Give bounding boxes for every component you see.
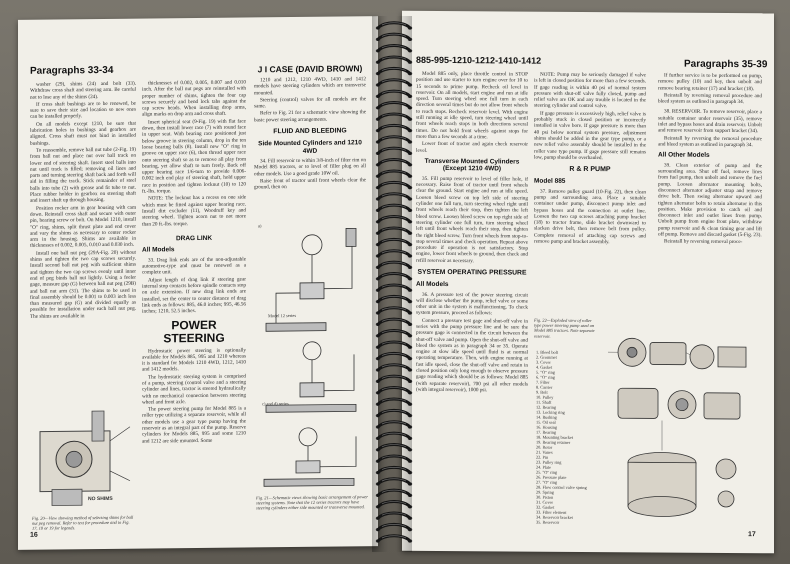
model-885-heading: Model 885	[534, 177, 566, 185]
paragraph: Model 885 only, place throttle control in STOP position and use starter to turn engine over for 10 to 15 seconds to prime pump. Recheck oil level in reservoir. On all models, start engine and run at idle speed. Turn steering wheel one full turn in each direction several times but do not allow front wheels to reach stops. Recheck reservoir level. With engine still running at idle speed, turn steering wheel until front wheels reach stops in both directions several times. Do not hold front wheels against stops for more than a few seconds at a time.	[416, 70, 528, 141]
left-col-2	[142, 79, 246, 445]
parts-list-item: 19. Bearing retainer	[536, 439, 571, 445]
parts-list-item: 29. Spring	[536, 489, 554, 495]
paragraph: washer (29), shims (24) and bolt (33). Withdraw cross shaft and steering arm. Be careful not to lose any of the shims (24).	[30, 80, 136, 101]
spiral-coil	[376, 80, 412, 87]
fig-20-label: NO SHIMS	[88, 495, 113, 503]
spiral-coil	[376, 536, 412, 543]
spiral-coil	[376, 68, 412, 75]
spiral-coil	[376, 422, 412, 429]
parts-list-item: 5. "O" ring	[536, 369, 555, 375]
spiral-coil	[376, 365, 412, 372]
parts-list-item: 26. Pressure plate	[536, 474, 567, 480]
spiral-coil	[376, 524, 412, 531]
paragraph: 34. Fill reservoir to within 3/8-inch of filter rim on Model 885 tractors, or to level of filler plug on all other models. Use a good grade 10W oil.	[254, 157, 366, 178]
parts-list-item: 20. Rotor	[536, 444, 553, 450]
spiral-coil	[376, 194, 412, 201]
spiral-binding	[370, 20, 418, 550]
parts-list-item: 2. Grommet	[536, 354, 557, 360]
spiral-coil	[376, 148, 412, 155]
paragraph: thicknesses of 0.002, 0.005, 0.007 and 0.010 inch. After the ball nut pegs are reinstalled with proper number of shims, tighten the four cap screws securely and bend lock tabs against the cap screw heads. When installing drop arms, align marks on drop arm and cross shaft.	[142, 79, 246, 119]
parts-list-item: 34. Reservoir bracket	[536, 514, 573, 520]
spiral-coil	[376, 331, 412, 338]
paragraph: To reassemble, remove ball nut tube (2-Fig. 19) from ball nut and place nut over ball track on lower end of steering shaft. Insert steel balls into nut until track is filled; removing oil lines and parts and turning steering shaft back and forth will aid in filling the track. Stick remainder of steel balls into tube (2) with grease and fit tube to nut. Place rubber holder in gearbox on steering shaft and insert shaft up through housing.	[30, 146, 136, 205]
left-col-1	[30, 81, 136, 321]
right-page	[402, 11, 774, 554]
paragraph: If further service is to be performed on pump, remove pulley (10) and key, then unbolt and remove bearing retainer (17) and bracket (18).	[658, 72, 762, 92]
parts-list-item: 1. Bleed bolt	[536, 349, 559, 355]
spiral-coil	[376, 23, 412, 30]
right-page-model-header: 885-995-1210-1212-1410-1412	[416, 54, 542, 66]
spiral-coil	[376, 479, 412, 486]
parts-list-item: 7. Filter	[536, 379, 550, 385]
fig-21-schematic	[256, 222, 368, 493]
parts-list-item: 30. Piston	[536, 494, 554, 500]
parts-list-item: 28. Flow control valve spring	[536, 484, 587, 490]
drag-link-heading: DRAG LINK	[175, 234, 213, 243]
spiral-coil	[376, 490, 412, 497]
fig-20-caption: Fig. 20—View showing method of selecting shims for ball nut peg removal. Refer to text for procedure and to Fig. 17, 18 or 19 for legends.	[32, 514, 134, 532]
paragraph: Install one ball nut peg (29A-Fig. 20) without shims and tighten the two cap screws securely. Install second ball nut peg with sufficient shims and tighten the two cap screws evenly until inner end of peg binds ball nut lightly. Using a feeler gage, measure gap (G) between ball nut peg (29B) and ball nut arm (31). The shims to be used in final assembly should be 0.001 to 0.003 inch less than measured gap (G) and divided equally as possible for installation under each ball nut peg. The shims are available in	[30, 249, 136, 320]
spiral-coil	[376, 467, 412, 474]
all-models-heading-2: All Models	[416, 280, 449, 289]
spiral-coil	[376, 171, 412, 178]
parts-list-item: 13. Locking ring	[536, 409, 565, 415]
middle-col	[254, 60, 366, 192]
paragraph: 38. RESERVOIR. To remove reservoir, place a suitable container under reservoir (35), remove inlet and bypass hoses and drain reservoir. Unbolt and remove reservoir from support bracket (34).	[658, 109, 762, 135]
spiral-coil	[376, 239, 412, 246]
parts-list-item: 17. Bearing	[536, 429, 557, 435]
paragraph: Raise front of tractor until front wheels clear the ground, then on	[254, 177, 366, 191]
paragraph: 33. Drag link ends are of the non-adjustable automotive-type and must be renewed as a complete unit.	[142, 256, 246, 277]
right-col-1	[416, 71, 528, 395]
right-page-number: 17	[748, 531, 756, 539]
power-steering-heading: POWER STEERING	[163, 317, 225, 345]
spiral-coil	[376, 342, 412, 349]
spiral-coil	[376, 513, 412, 520]
rr-pump-heading: R & R PUMP	[569, 166, 611, 174]
paragraph: On all models except 1210, be sure that lubrication holes in bushings and gearbox are aligned. Cross shaft must not bind in installed bushings.	[30, 120, 136, 147]
spiral-coil	[376, 410, 412, 417]
right-page-header: Paragraphs 35-39	[684, 58, 768, 71]
parts-list-item: 18. Mounting bracket	[536, 434, 574, 440]
fig-21-label-c: c) and d) series	[262, 401, 289, 407]
left-page-header: Paragraphs 33-34	[30, 64, 114, 77]
spiral-coil	[376, 456, 412, 463]
spiral-coil	[376, 205, 412, 212]
paragraph: Refer to Fig. 21 for a schematic view showing the basic power steering arrangements.	[254, 109, 366, 124]
middle-page-heading: J I CASE (DAVID BROWN)	[257, 63, 363, 75]
paragraph: Reinstall by reversing removal procedure and bleed system as outlined in paragraph 34.	[658, 92, 762, 106]
spiral-coil	[376, 114, 412, 121]
paragraph: NOTE: Pump may be seriously damaged if valve is left in closed position for more than a few seconds. If gage reading is within 40 psi of normal system pressure with shut-off valve fully closed, pump and relief valve are OK and any trouble is located in the steering cylinder and control valve.	[534, 71, 646, 110]
spiral-coil	[376, 433, 412, 440]
spiral-coil	[376, 285, 412, 292]
paragraph: The hydrostatic steering system is comprised of a pump, steering (control valve and a steering cylinder and lines, tractor is steered hydraulically with no mechanical connection between steering wheel and front axle.	[142, 373, 246, 406]
spiral-coil	[376, 182, 412, 189]
parts-list-item: 22. Pin	[536, 454, 549, 460]
spiral-coil	[376, 46, 412, 53]
spiral-coil	[376, 34, 412, 41]
right-col-3	[658, 72, 762, 246]
paragraph: Reinstall by reversing removal proce-	[664, 238, 743, 246]
system-pressure-heading: SYSTEM OPERATING PRESSURE	[417, 268, 527, 277]
parts-list-item: 35. Reservoir	[536, 519, 560, 525]
spiral-coil	[376, 502, 412, 509]
fig-22-exploded-pump	[598, 312, 758, 529]
paragraph: Hydrostatic power steering is optionally available for Models 885, 995 and 1210 whereas it is standard for Models 1210 4WD, 1212, 1410 and 1412 models.	[142, 346, 246, 373]
paragraph: Position rocker arm in gear housing with cam down. Reinstall cross shaft and secure with outer pin, bearing screw or bolt. On Model 1210, install "O" ring, shims, split thrust plate and end cover and vary the shims as necessary to center rocker arm in the housing. Shims are available in thicknesses of 0.002, 0.005, 0.010 and 0.030 inch.	[30, 204, 136, 250]
spiral-coil	[376, 274, 412, 281]
paragraph: 36. A pressure test of the power steering circuit will disclose whether the pump, relief valve or some other unit in the system is malfunctioning. To check system pressure, proceed as follows:	[416, 291, 528, 317]
parts-list-item: 9. Bolt	[536, 389, 548, 395]
paragraph: The power steering pump for Model 885 is a roller type utilizing a separate reservoir, while all other models use a gear type pump having the reservoir as an integral part of the pump. Reserve cylinders for Models 885, 995 and some 1210 and 1212 are side mounted. Some	[142, 405, 246, 445]
left-page-number: 16	[30, 531, 38, 539]
spiral-coil	[376, 251, 412, 258]
all-other-models-heading: All Other Models	[658, 151, 710, 160]
paragraph: If gage pressure is excessively high, relief valve is probably stuck in closed position or incorrectly installed in valve bore. If gage pressure is more than 40 psi below normal system pressure, adjustment shims should be added in the gear type pump, or a new relief valve assembly should be installed in the roller vane type pump. If gage pressure still remains low, pump should be overhauled.	[534, 110, 646, 161]
fig-21-label-b: Model 12 series	[268, 312, 297, 319]
side-mounted-heading: Side Mounted Cylinders and 1210 4WD	[258, 139, 362, 155]
paragraph: 35. Fill pump reservoir to level of filler hole, if necessary. Raise front of tractor until front wheels clear the ground. Start engine and run at idle speed. Loosen bleed screw on top left side of steering cylinder one full turn, turn steering wheel right until front wheels reach their stop, then tighten the left bleed screw. Loosen bleed screw on top right side of steering cylinder one full turn, turn steering wheel left until front wheels reach their stop, then tighten the right bleed screw. Turn front wheels from stop-to-stop several times and check operation. Repeat above procedure if operation is not satisfactory. Stop engine, lower front wheels to ground, then check and refill reservoir as necessary.	[416, 175, 528, 264]
parts-list-item: 3. Cover	[536, 359, 551, 365]
spiral-coil	[376, 91, 412, 98]
parts-list-item: 12. Bearing	[536, 404, 557, 410]
parts-list-item: 6. "O" ring	[536, 374, 555, 380]
paragraph: Insert spherical seat (9-Fig. 19) with flat face down, then install lower race (7) with round face in upper seat. With bearing race positioned just below groove in steering column, drop in the ten loose bearing balls (8). Install new "O" ring in groove on upper race (6), then thread upper race onto steering shaft so as to remove all play from bearing, yet allow shaft to turn freely. Back off upper bearing race 1/6-turn to provide 0.006-0.002 inch end play of steering shaft, hold upper race in position and tighten locknut (10) to 120 ft.-lbs. torque.	[142, 118, 246, 195]
parts-list-item: 21. Vanes	[536, 449, 553, 455]
parts-list-item: 4. Gasket	[536, 364, 553, 370]
spiral-coil	[376, 57, 412, 64]
spiral-coil	[376, 376, 412, 383]
spiral-coil	[376, 388, 412, 395]
paragraph: If cross shaft bushings are to be renewed, be sure to save their size and location so new ones can be installed properly.	[30, 100, 136, 121]
parts-list-item: 24. Plate	[536, 464, 552, 470]
parts-list-item: 23. Pulley ring	[536, 459, 562, 465]
fluid-bleeding-heading: FLUID AND BLEEDING	[273, 127, 347, 136]
spiral-coil	[376, 160, 412, 167]
spiral-coil	[376, 103, 412, 110]
spiral-coil	[376, 262, 412, 269]
parts-list-item: 8. Carrier	[536, 384, 553, 390]
paragraph: Steering (control) valves for all models are the same.	[254, 96, 366, 110]
paragraph: Adjust length of drag link if steering gear internal stop contacts before spindle contacts stop on axle extension. If new drag link ends are installed, set the center to center distance of drag link ends as follows: 885, 46.0 inches; 995, 46.56 inches; 1210, 52.5 inches.	[142, 276, 246, 315]
spiral-coil	[376, 445, 412, 452]
parts-list-item: 27. "O" ring	[536, 479, 558, 485]
parts-list-item: 16. Housing	[536, 424, 558, 430]
spiral-coil	[376, 353, 412, 360]
spiral-coil	[376, 217, 412, 224]
spiral-coil	[376, 399, 412, 406]
spiral-coil	[376, 125, 412, 132]
parts-list-item: 15. Oil seal	[536, 419, 556, 425]
parts-list-item: 25. "O" ring	[536, 469, 558, 475]
transverse-heading: Transverse Mounted Cylinders (Except 1210 4WD)	[424, 157, 520, 173]
fig-21-label-a: a)	[258, 223, 262, 229]
paragraph: 39. Clean exterior of pump and the surrounding area. Shut off fuel, remove lines from fuel pump, then unbolt and remove the fuel pump. Loosen alternator mounting bolts, disconnect alternator adjuster strap and remove drive belt. Then swing alternator upward and tighten alternator bolts to retain alternator in this position. Make provision to catch oil and disconnect inlet and outlet lines from pump. Unbolt pump from engine front plate, withdraw pump reservoir and & clean timing gear and lift off pump. Remove and discard gasket (5-Fig. 23).	[658, 162, 762, 239]
all-models-heading: All Models	[142, 246, 175, 254]
fig-22-parts-list	[536, 350, 596, 525]
paragraph: 37. Remove pulley guard (10-Fig. 22), then clean pump and surrounding area. Place a suitable container under pump, disconnect pump inlet and bypass hoses and the connection at outlet line. Loosen the two cap screws attaching pump bracket (18) to tractor frame, slide bracket downward to slacken drive belt, then remove belt from pulley. Complete removal of attaching cap screws and remove pump and bracket assembly.	[534, 188, 646, 246]
fig-22-caption: Fig. 22—Exploded view of roller type power steering pump used on Model 885 tractors. Note separate reservoir.	[534, 317, 595, 339]
spiral-coil	[376, 308, 412, 315]
parts-list-item: 31. Cover	[536, 499, 553, 505]
parts-list-item: 33. Filter element	[536, 509, 567, 515]
paragraph: Reinstall by reversing the removal procedure and bleed system as outlined in paragraph 34.	[658, 135, 762, 149]
paragraph: Connect a pressure test gage and shut-off valve in series with the pump pressure line and be sure the pressure gage is connected in the circuit between the shut-off valve and pump. Open the shut-off valve and bleed the system as in paragraph 34 or 35. Operate engine at slow idle speed until fluid is at normal operating temperature. Then, with engine running at fast idle speed, close the shut-off valve and retain in closed position only long enough to observe pressure gage reading which should be as follows: Model 885 (with separate reservoir), 700 psi all other models (with integral reservoir), 1000 psi.	[416, 317, 528, 394]
parts-list-item: 10. Pulley	[536, 394, 554, 400]
paragraph: 1210 and 1212, 1210 4WD, 1410 and 1412 models have steering cylinders which are transverse mounted.	[254, 76, 366, 97]
spiral-coil	[376, 137, 412, 144]
paragraph: Lower front of tractor and again check reservoir level.	[416, 141, 528, 154]
right-col-2	[534, 72, 646, 247]
left-page	[18, 16, 378, 550]
paragraph: NOTE: The locknut has a recess on one side which must be fitted against upper bearing race. Install dirt excluder (11), Woodruff key and steering wheel. Tighten acorn nut to not more than 20 ft.-lbs. torque.	[142, 194, 246, 228]
spiral-coil	[376, 228, 412, 235]
parts-list-item: 14. Bushing	[536, 414, 557, 420]
fig-20-drawing	[32, 401, 136, 520]
spiral-coil	[376, 296, 412, 303]
fig-21-caption: Fig. 21—Schematic views showing basic arrangement of power steering systems. Note that the 12 series tractors may have steering cylinders either side mounted or transverse mounted.	[256, 494, 368, 511]
parts-list-item: 11. Shaft	[536, 399, 552, 405]
parts-list-item: 32. Gasket	[536, 504, 555, 510]
spiral-coil	[376, 319, 412, 326]
